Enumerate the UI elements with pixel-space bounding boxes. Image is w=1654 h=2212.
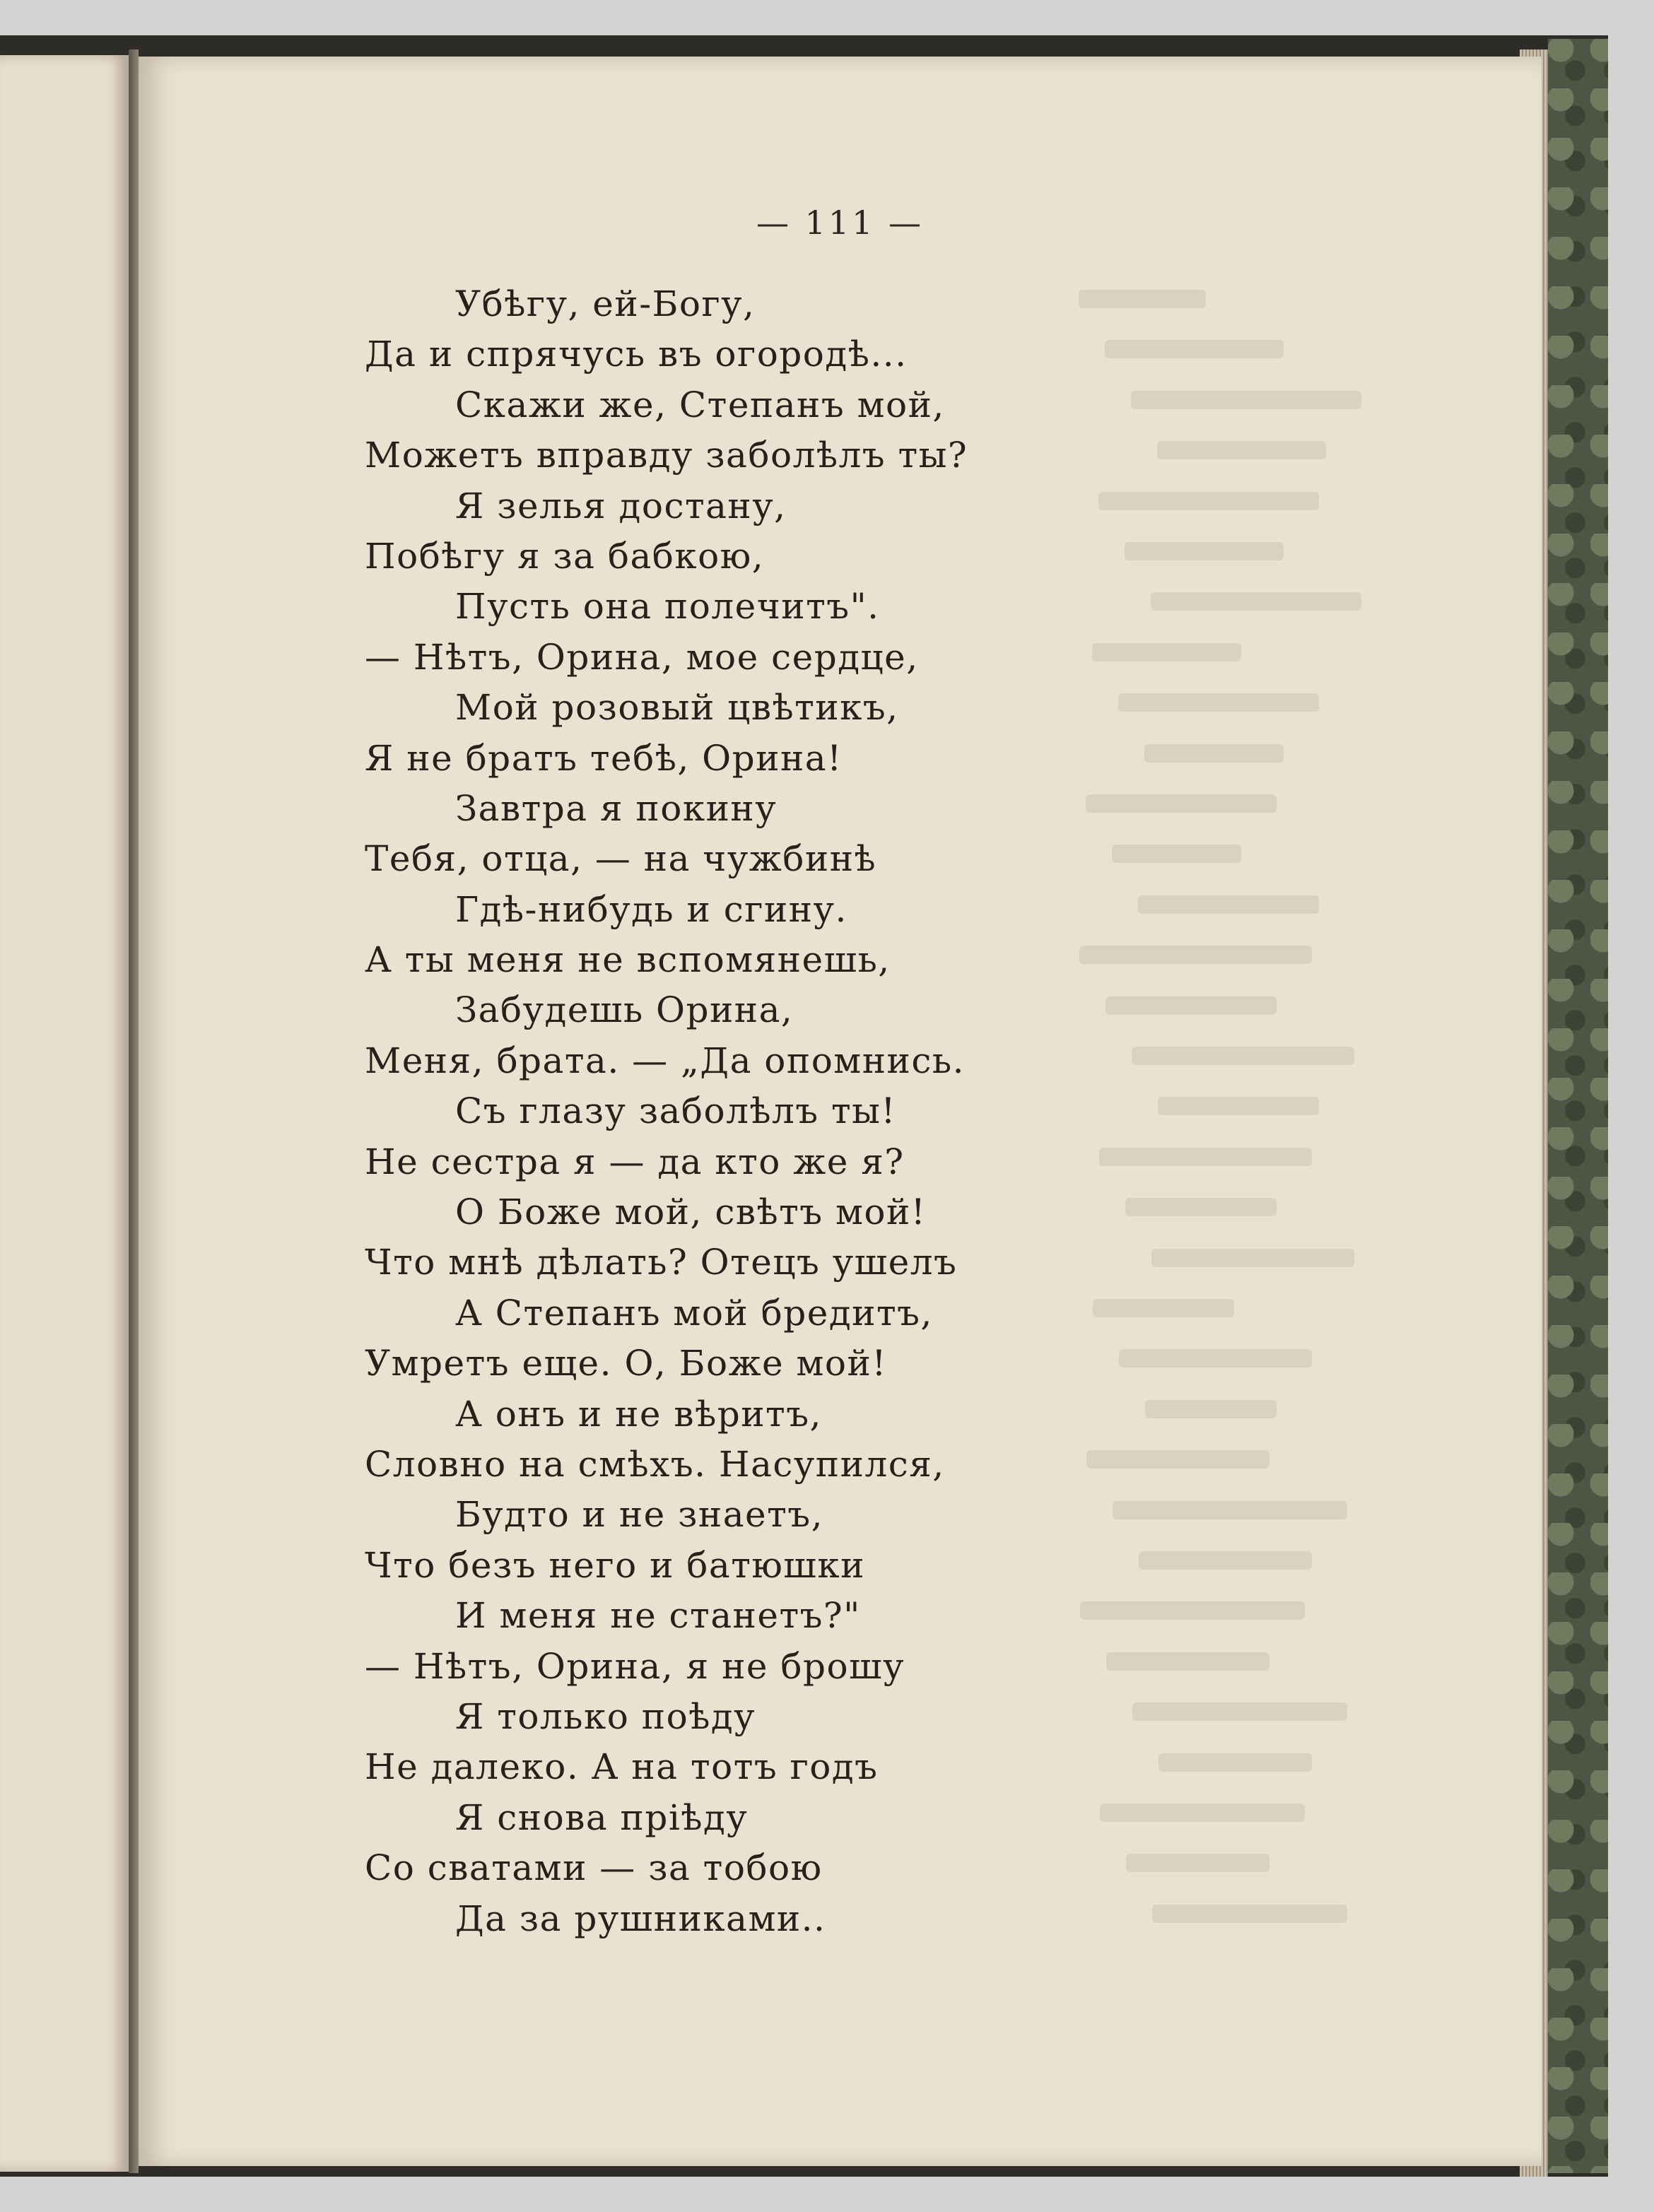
poem-line: Мой розовый цвѣтикъ, xyxy=(455,687,899,729)
poem-line: Тебя, отца, — на чужбинѣ xyxy=(365,838,877,880)
poem-line: О Боже мой, свѣтъ мой! xyxy=(455,1192,927,1233)
poem-line: Что мнѣ дѣлать? Отецъ ушелъ xyxy=(365,1242,958,1283)
poem-line: Забудешь Орина, xyxy=(455,989,794,1031)
poem-line: Да за рушниками.. xyxy=(455,1898,826,1939)
poem-line: Будто и не знаетъ, xyxy=(455,1494,823,1536)
page-number: — 111 — xyxy=(756,204,925,242)
poem-line: Я только поѣду xyxy=(455,1695,756,1737)
poem-line: Съ глазу заболѣлъ ты! xyxy=(455,1090,897,1132)
poem-line: Со сватами — за тобою xyxy=(365,1847,823,1889)
poem-line: Умретъ еще. О, Боже мой! xyxy=(365,1343,887,1384)
poem-line: Что безъ него и батюшки xyxy=(365,1544,865,1586)
poem-line: Да и спрячусь въ огородѣ... xyxy=(365,334,908,375)
poem-line: Пусть она полечитъ". xyxy=(455,586,880,628)
poem-line: Я снова пріѣду xyxy=(455,1796,749,1838)
facing-page-edge xyxy=(0,55,129,2172)
poem-text xyxy=(365,279,1340,1944)
poem-line: — Нѣтъ, Орина, я не брошу xyxy=(365,1645,905,1687)
poem-line: — Нѣтъ, Орина, мое сердце, xyxy=(365,636,919,678)
poem-line: Скажи же, Степанъ мой, xyxy=(455,384,945,425)
poem-line: Гдѣ-нибудь и сгину. xyxy=(455,888,847,930)
poem-line: Не далеко. А на тотъ годъ xyxy=(365,1746,879,1788)
poem-line: А онъ и не вѣритъ, xyxy=(455,1393,822,1435)
marbled-cover-edge xyxy=(1548,39,1608,2173)
book-gutter xyxy=(129,49,139,2173)
poem-line: Словно на смѣхъ. Насупился, xyxy=(365,1443,945,1485)
poem-line: Не сестра я — да кто же я? xyxy=(365,1141,905,1182)
poem-line: А Степанъ мой бредитъ, xyxy=(455,1292,933,1334)
poem-line: А ты меня не вспомянешь, xyxy=(365,939,891,981)
poem-line: Завтра я покину xyxy=(455,787,778,829)
poem-line: Побѣгу я за бабкою, xyxy=(365,535,765,577)
poem-line: Я не братъ тебѣ, Орина! xyxy=(365,737,843,779)
poem-line: И меня не станетъ?" xyxy=(455,1595,861,1637)
poem-line: Убѣгу, ей-Богу, xyxy=(455,283,756,324)
poem-line: Можетъ вправду заболѣлъ ты? xyxy=(365,435,968,476)
poem-line: Я зелья достану, xyxy=(455,485,787,526)
poem-line: Меня, брата. — „Да опомнись. xyxy=(365,1040,965,1081)
book-page xyxy=(139,57,1542,2166)
